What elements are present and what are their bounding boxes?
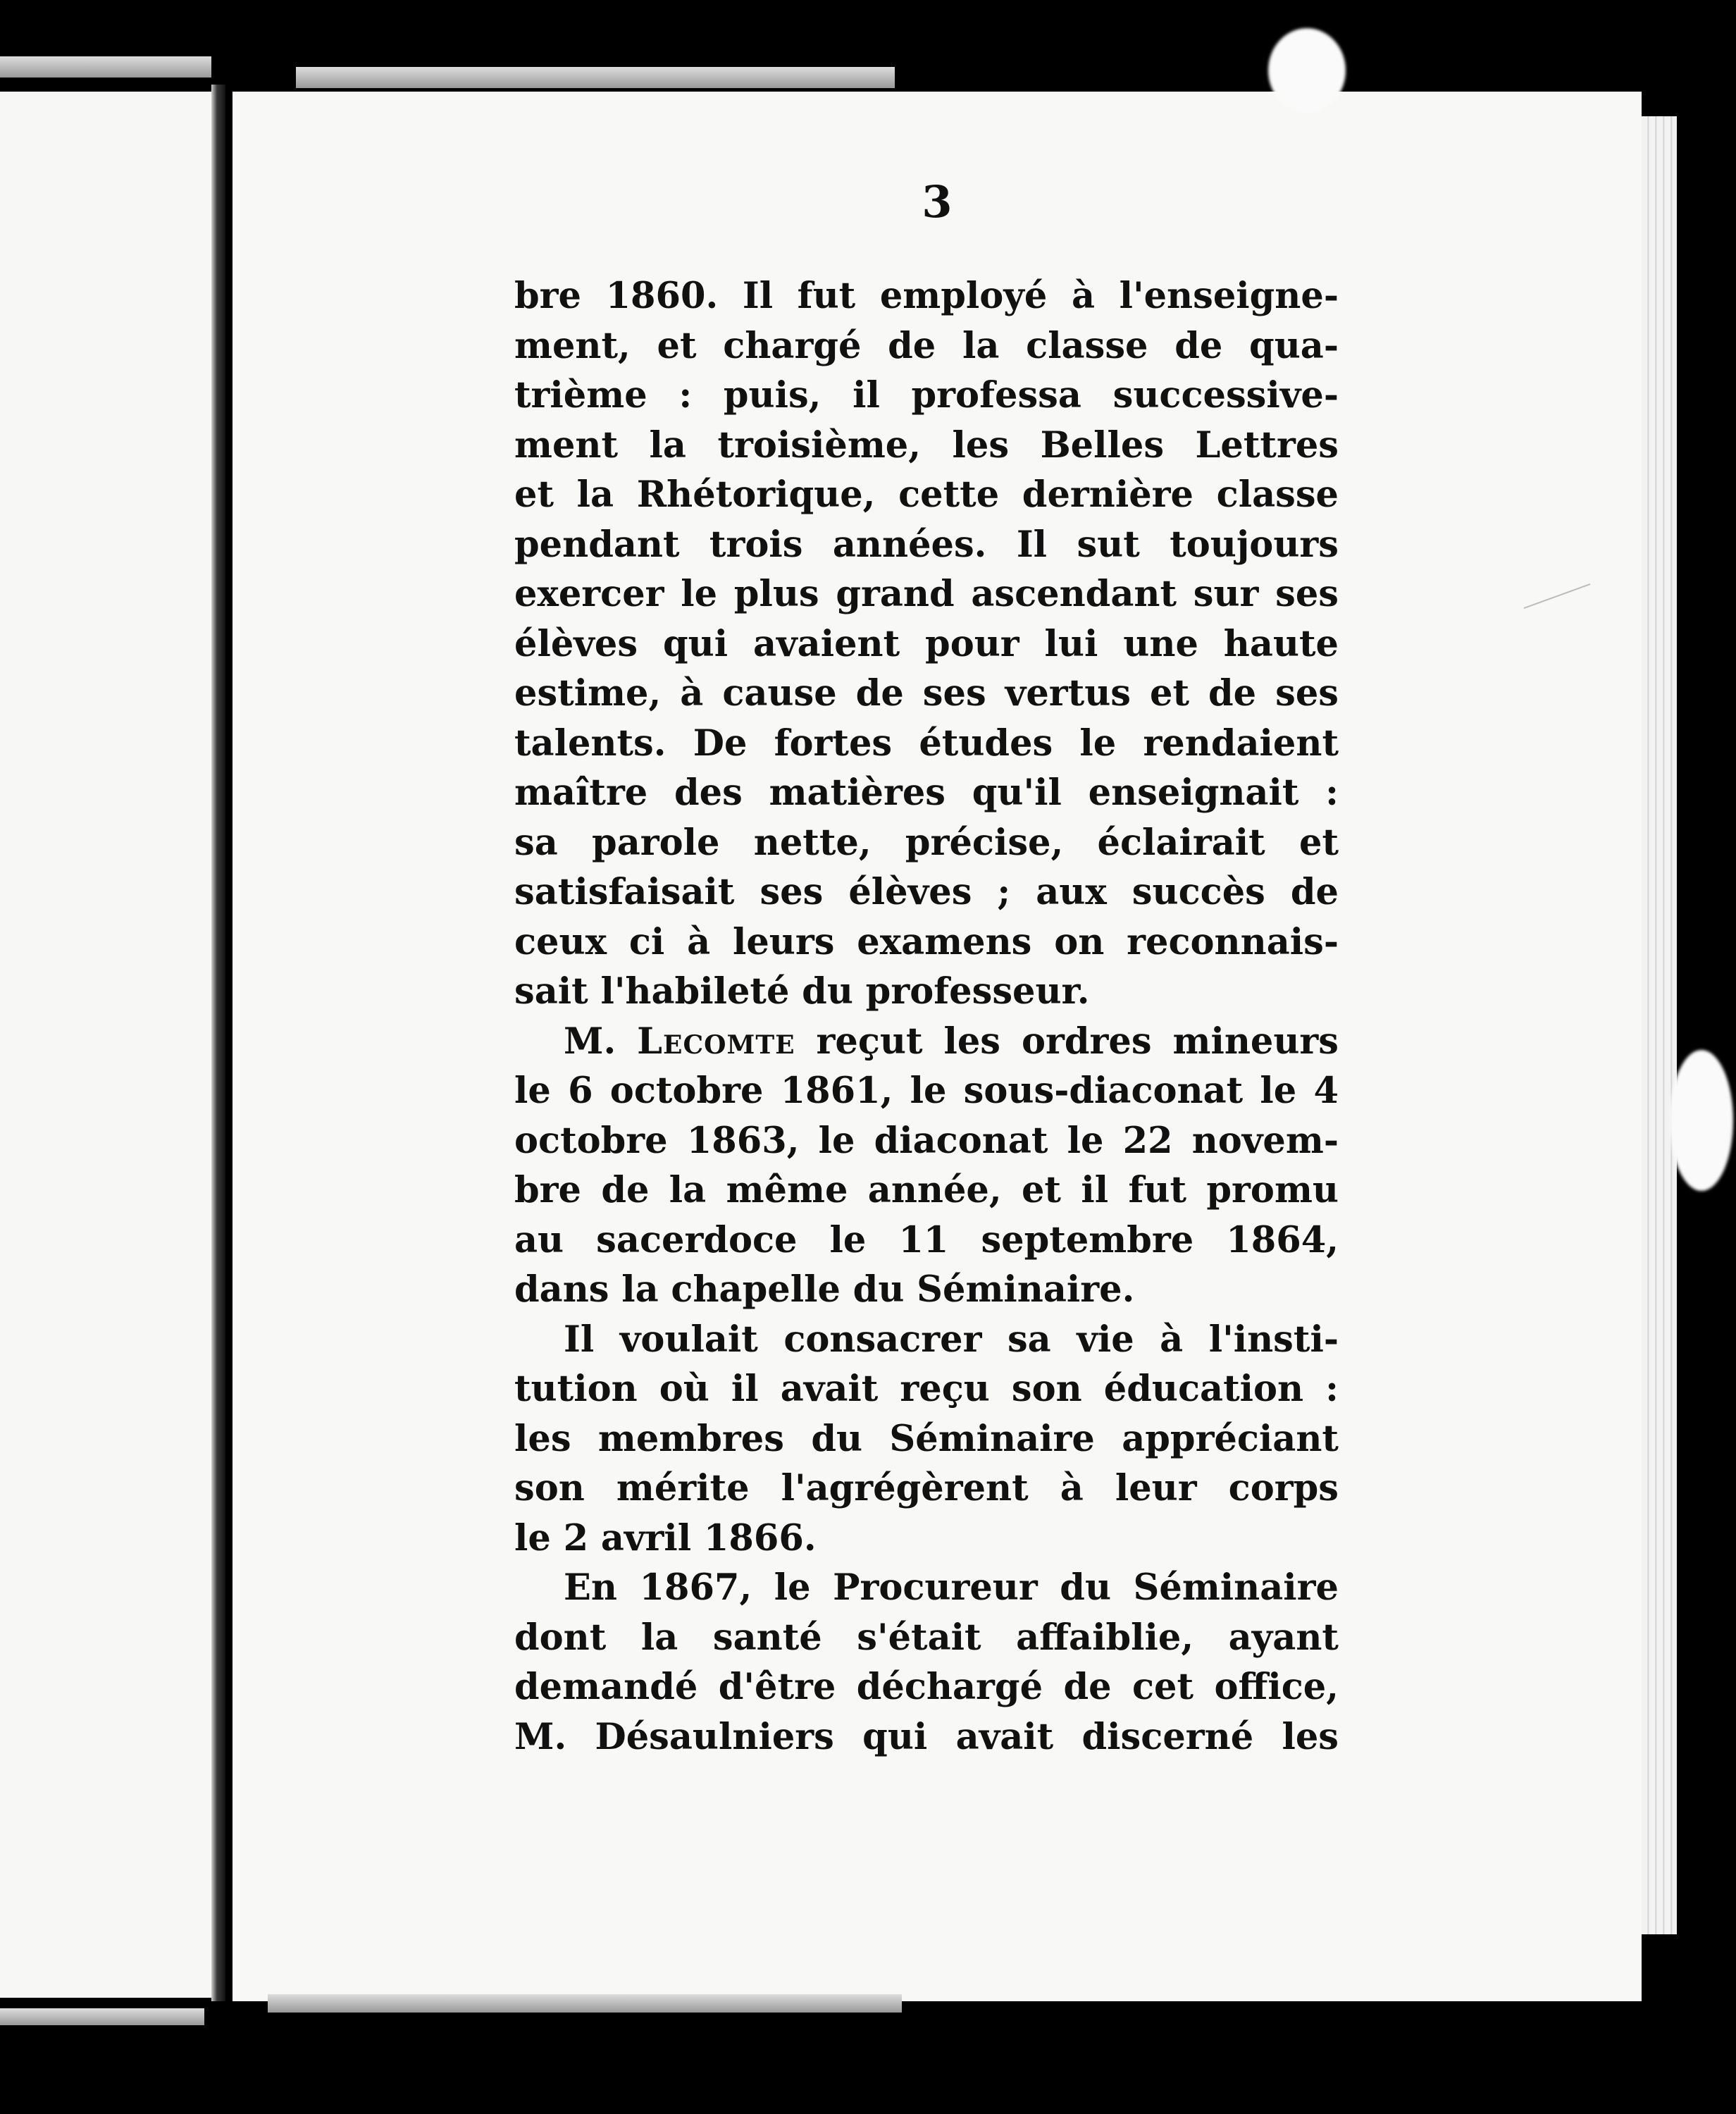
text-line: le 6 octobre 1861, le sous-diaconat le 4: [514, 1070, 1339, 1112]
binding-strip: [296, 67, 895, 88]
text-line: maître des matières qu'il enseignait :: [514, 772, 1339, 814]
text-line: talents. De fortes études le rendaient: [514, 722, 1339, 765]
text-line: pendant trois années. Il sut toujours: [514, 523, 1339, 566]
text-line: demandé d'être déchargé de cet office,: [514, 1666, 1339, 1708]
text-line: le 2 avril 1866.: [514, 1516, 817, 1559]
text-line: satisfaisait ses élèves ; aux succès de: [514, 871, 1339, 913]
left-facing-page: [0, 92, 215, 1998]
body-text: [514, 271, 1339, 1762]
book-gutter: [211, 85, 225, 2001]
text-fragment: reçut les ordres mineurs: [795, 1020, 1339, 1063]
text-line: estime, à cause de ses vertus et de ses: [514, 672, 1339, 715]
text-line: au sacerdoce le 11 septembre 1864,: [514, 1218, 1339, 1261]
text-line: En 1867, le Procureur du Séminaire: [564, 1566, 1339, 1609]
binding-strip: [0, 56, 211, 78]
paper-damage: [1268, 28, 1346, 113]
text-line: son mérite l'agrégèrent à leur corps: [514, 1467, 1339, 1509]
text-line: sa parole nette, précise, éclairait et: [514, 821, 1339, 864]
text-line: octobre 1863, le diaconat le 22 novem-: [514, 1119, 1339, 1162]
text-line: tution où il avait reçu son éducation :: [514, 1368, 1339, 1410]
text-line: ment, et chargé de la classe de qua-: [514, 324, 1339, 367]
page-edges: [1642, 116, 1677, 1934]
text-line: élèves qui avaient pour lui une haute: [514, 622, 1339, 665]
binding-strip: [268, 1994, 902, 2013]
author-name: Lecomte: [637, 1020, 795, 1063]
text-line: trième : puis, il professa successive-: [514, 374, 1339, 416]
text-line: dont la santé s'était affaiblie, ayant: [514, 1616, 1339, 1659]
text-line: bre 1860. Il fut employé à l'enseigne-: [514, 275, 1339, 317]
text-line: [514, 1017, 1339, 1067]
text-fragment: M.: [564, 1020, 638, 1063]
text-line: exercer le plus grand ascendant sur ses: [514, 573, 1339, 615]
text-line: les membres du Séminaire appréciant: [514, 1417, 1339, 1460]
text-line: ment la troisième, les Belles Lettres: [514, 424, 1339, 466]
page-number: 3: [922, 176, 953, 228]
text-line: Il voulait consacrer sa vie à l'insti-: [564, 1318, 1339, 1361]
text-line: sait l'habileté du professeur.: [514, 970, 1090, 1013]
text-line: dans la chapelle du Séminaire.: [514, 1268, 1135, 1311]
text-line: et la Rhétorique, cette dernière classe: [514, 474, 1339, 516]
text-line: M. Désaulniers qui avait discerné les: [514, 1715, 1339, 1758]
text-line: ceux ci à leurs examens on reconnais-: [514, 920, 1339, 963]
text-line: bre de la même année, et il fut promu: [514, 1169, 1339, 1211]
paper-damage: [1670, 1050, 1733, 1191]
binding-strip: [0, 2008, 204, 2025]
